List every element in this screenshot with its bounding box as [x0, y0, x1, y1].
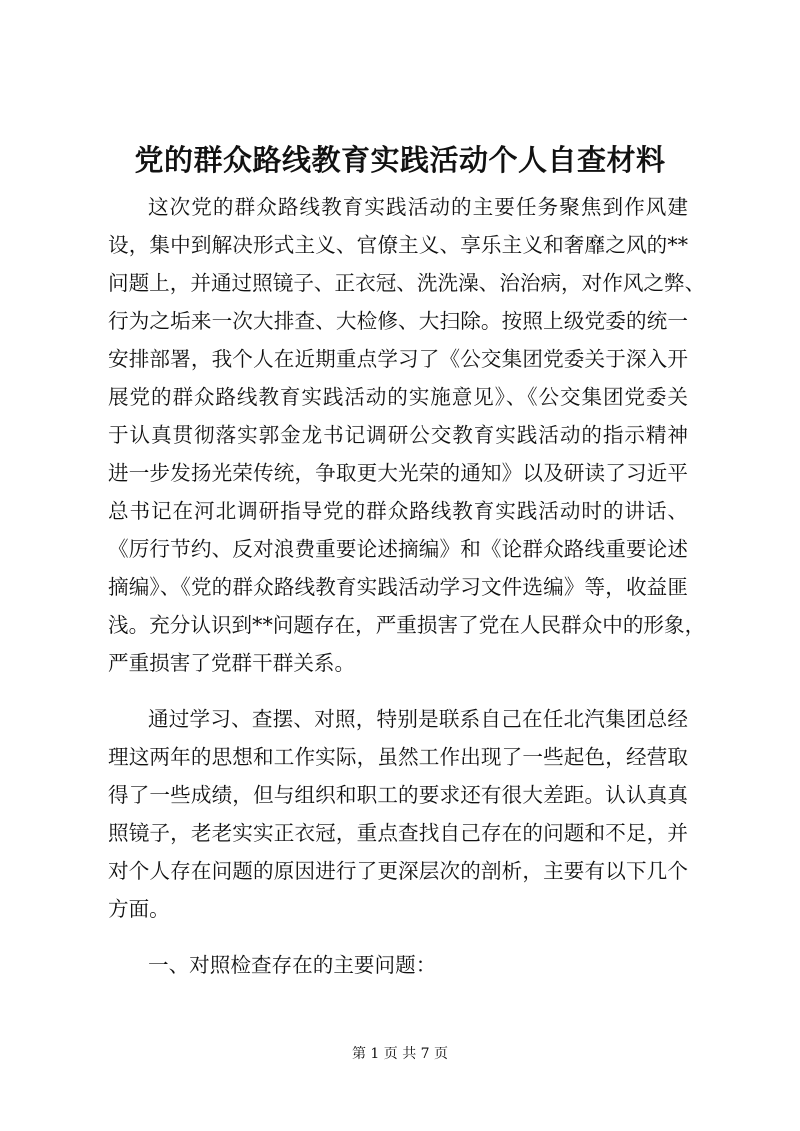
paragraph-2-line-1: 通过学习、查摆、对照，特别是联系自己在任北汽集团总经	[148, 707, 688, 731]
paragraph-1-line-10: 《厉行节约、反对浪费重要论述摘编》和《论群众路线重要论述	[108, 537, 688, 561]
paragraph-1-line-7: 于认真贯彻落实郭金龙书记调研公交教育实践活动的指示精神	[108, 423, 688, 447]
page-number-footer: 第 1 页 共 7 页	[351, 1046, 449, 1062]
paragraph-2-line-3: 得了一些成绩，但与组织和职工的要求还有很大差距。认认真真	[108, 783, 688, 807]
paragraph-2-line-2: 理这两年的思想和工作实际，虽然工作出现了一些起色，经营取	[108, 745, 688, 769]
paragraph-1-line-2: 设，集中到解决形式主义、官僚主义、享乐主义和奢靡之风的**	[108, 233, 688, 257]
paragraph-2-line-4: 照镜子，老老实实正衣冠，重点查找自己存在的问题和不足，并	[108, 821, 688, 845]
paragraph-1-line-4: 行为之垢来一次大排查、大检修、大扫除。按照上级党委的统一	[108, 309, 688, 333]
paragraph-1-line-1: 这次党的群众路线教育实践活动的主要任务聚焦到作风建	[148, 195, 688, 219]
paragraph-1-line-8: 进一步发扬光荣传统，争取更大光荣的通知》以及研读了习近平	[108, 461, 688, 485]
section-heading-1: 一、对照检查存在的主要问题：	[148, 953, 437, 977]
paragraph-2-line-6: 方面。	[108, 897, 170, 921]
document-title: 党的群众路线教育实践活动个人自查材料	[134, 143, 666, 177]
paragraph-1-line-11: 摘编》、《党的群众路线教育实践活动学习文件选编》等，收益匪	[108, 575, 688, 599]
paragraph-1-line-13: 严重损害了党群干群关系。	[108, 651, 356, 675]
paragraph-1-line-12: 浅。充分认识到**问题存在，严重损害了党在人民群众中的形象，	[108, 613, 706, 637]
paragraph-1-line-5: 安排部署，我个人在近期重点学习了《公交集团党委关于深入开	[108, 347, 688, 371]
paragraph-1-line-9: 总书记在河北调研指导党的群众路线教育实践活动时的讲话、	[108, 499, 688, 523]
paragraph-1-line-3: 问题上，并通过照镜子、正衣冠、洗洗澡、治治病，对作风之弊、	[108, 271, 706, 295]
paragraph-1-line-6: 展党的群众路线教育实践活动的实施意见》、《公交集团党委关	[108, 385, 688, 409]
paragraph-2-line-5: 对个人存在问题的原因进行了更深层次的剖析，主要有以下几个	[108, 859, 688, 883]
